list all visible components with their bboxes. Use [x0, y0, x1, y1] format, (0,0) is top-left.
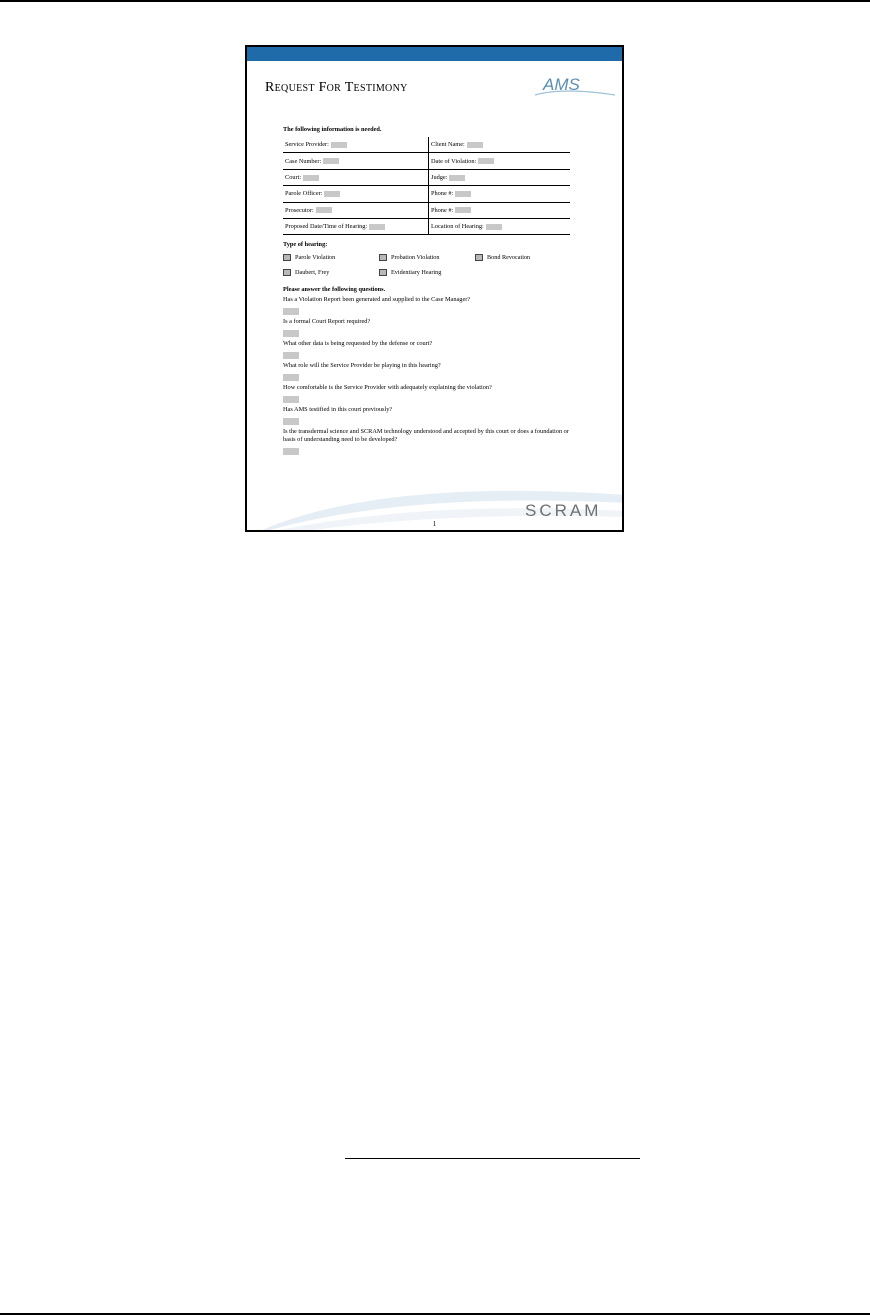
info-cell-left	[283, 137, 429, 153]
top-rule	[0, 0, 870, 2]
option-bond-revocation[interactable]: Bond Revocation	[475, 254, 530, 261]
field-label: Case Number:	[285, 157, 322, 165]
option-daubert-frey[interactable]: Daubert, Frey	[283, 269, 329, 276]
field-label: Date of Violation:	[431, 157, 477, 165]
checkbox-icon[interactable]	[283, 254, 291, 261]
checkbox-icon[interactable]	[379, 269, 387, 276]
field-input[interactable]	[303, 175, 319, 181]
question-text: How comfortable is the Service Provider with adequately explaining the violation?	[283, 384, 492, 392]
info-cell-right	[429, 169, 571, 185]
info-cell-left	[283, 153, 429, 169]
question-text: Has a Violation Report been generated and supplied to the Case Manager?	[283, 296, 471, 304]
info-row	[283, 202, 570, 218]
field-label: Phone #:	[431, 190, 454, 198]
field-input[interactable]	[449, 175, 465, 181]
info-table	[283, 137, 570, 235]
form-body	[283, 126, 570, 457]
page-number: 1	[432, 520, 437, 528]
field-label: Judge:	[431, 173, 448, 181]
option-probation-violation[interactable]: Probation Violation	[379, 254, 440, 261]
field-label: Service Provider:	[285, 141, 329, 149]
answer-field[interactable]	[283, 352, 299, 359]
field-input[interactable]	[316, 207, 332, 213]
field-label: Prosecutor:	[285, 206, 314, 214]
info-heading: The following information is needed.	[283, 126, 382, 133]
question-text: Is a formal Court Report required?	[283, 318, 371, 326]
field-input[interactable]	[478, 158, 494, 164]
questions-heading: Please answer the following questions.	[283, 286, 386, 294]
field-label: Client Name:	[431, 141, 465, 149]
ams-logo-text: AMS	[543, 75, 580, 94]
ams-logo-icon	[533, 73, 617, 99]
question-text: Has AMS testified in this court previously?	[283, 406, 393, 414]
answer-field[interactable]	[283, 418, 299, 425]
option-evidentiary-hearing[interactable]: Evidentiary Hearing	[379, 269, 441, 276]
field-input[interactable]	[455, 191, 471, 197]
info-cell-right	[429, 218, 571, 234]
info-cell-right	[429, 202, 571, 218]
answer-field[interactable]	[283, 308, 299, 315]
info-row	[283, 169, 570, 185]
questions-list	[283, 296, 570, 455]
scram-logo-text: SCRAM	[525, 501, 602, 520]
checkbox-icon[interactable]	[283, 269, 291, 276]
header-band	[247, 47, 622, 61]
field-label: Phone #:	[431, 206, 454, 214]
answer-field[interactable]	[283, 374, 299, 381]
answer-field[interactable]	[283, 330, 299, 337]
field-label: Court:	[285, 173, 302, 181]
info-cell-left	[283, 169, 429, 185]
question-text: Is the transdermal science and SCRAM technology understood and accepted by this court or does a foundation or basis of understanding need to be developed?	[283, 428, 569, 444]
field-input[interactable]	[486, 224, 502, 230]
scram-logo	[525, 501, 601, 521]
info-cell-right	[429, 137, 571, 153]
document-page	[245, 45, 624, 532]
document-title: Request For Testimony	[265, 80, 408, 95]
info-cell-left	[283, 186, 429, 202]
field-input[interactable]	[369, 224, 385, 230]
question-text: What role will the Service Provider be playing in this hearing?	[283, 362, 441, 370]
checkbox-icon[interactable]	[379, 254, 387, 261]
footnote-rule	[345, 1158, 640, 1159]
info-row	[283, 218, 570, 234]
field-label: Parole Officer:	[285, 190, 323, 198]
checkbox-icon[interactable]	[475, 254, 483, 261]
field-input[interactable]	[455, 207, 471, 213]
answer-field[interactable]	[283, 448, 299, 455]
option-parole-violation[interactable]: Parole Violation	[283, 254, 335, 261]
hearing-heading: Type of hearing:	[283, 241, 328, 249]
info-cell-left	[283, 202, 429, 218]
info-cell-left	[283, 218, 429, 234]
bottom-rule	[0, 1313, 870, 1315]
field-input[interactable]	[323, 158, 339, 164]
answer-field[interactable]	[283, 396, 299, 403]
info-cell-right	[429, 153, 571, 169]
question-text: What other data is being requested by the defense or court?	[283, 340, 433, 348]
field-input[interactable]	[324, 191, 340, 197]
hearing-options	[283, 254, 570, 282]
field-input[interactable]	[331, 142, 347, 148]
field-label: Location of Hearing:	[431, 223, 484, 231]
info-cell-right	[429, 186, 571, 202]
field-label: Proposed Date/Time of Hearing:	[285, 223, 368, 231]
info-row	[283, 186, 570, 202]
info-row	[283, 137, 570, 153]
field-input[interactable]	[467, 142, 483, 148]
info-row	[283, 153, 570, 169]
